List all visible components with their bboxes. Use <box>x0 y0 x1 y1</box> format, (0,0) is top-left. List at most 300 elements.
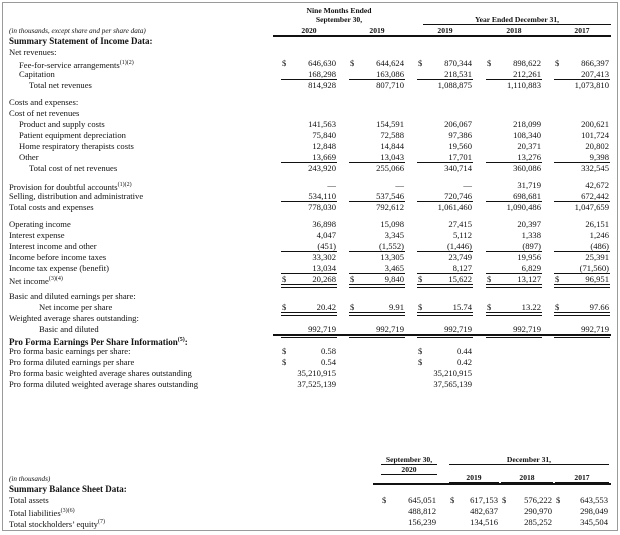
cell-value: 20,397 <box>517 219 541 229</box>
cell-value: 1,073,810 <box>574 80 609 90</box>
table-cell <box>417 368 473 379</box>
table-cell <box>486 130 542 141</box>
row-label-text: Interest income and other <box>9 241 97 251</box>
table-cell <box>349 119 405 130</box>
cell-value: 1,110,883 <box>506 80 541 90</box>
table-cell <box>501 495 553 506</box>
row-label-total-cost-of-net-revenues <box>29 163 117 174</box>
cell-value: 1,061,460 <box>437 202 472 212</box>
table-cell <box>554 80 610 91</box>
table-cell <box>554 219 610 230</box>
table-cell <box>486 252 542 263</box>
row-label-text: Pro forma basic earnings per share: <box>9 346 131 356</box>
row-label-operating-income <box>9 219 71 230</box>
row-label-weighted-average-shares-outstanding <box>9 313 139 324</box>
cell-value: 101,724 <box>581 130 609 140</box>
dollar-sign: $ <box>382 495 387 505</box>
cell-value: 15.74 <box>452 302 472 312</box>
cell-value: 108,340 <box>513 130 541 140</box>
table-cell <box>486 346 542 357</box>
cell-value: 206,067 <box>444 119 472 129</box>
row-label-costs-and-expenses <box>9 97 78 108</box>
table-cell <box>349 141 405 152</box>
dollar-sign: $ <box>282 357 287 367</box>
table-cell <box>417 180 473 191</box>
cell-value: 13,276 <box>517 152 541 162</box>
cell-value: 255,066 <box>376 163 404 173</box>
cell-value: 13.22 <box>521 302 541 312</box>
cell-value: 243,920 <box>308 163 336 173</box>
table-row <box>3 58 617 69</box>
row-label-text: Total net revenues <box>29 80 92 90</box>
cell-value: 643,553 <box>580 495 608 505</box>
cell-value: 814,928 <box>308 80 336 90</box>
row-label-text: Pro Forma Earnings Per Share Information <box>9 337 178 347</box>
table-cell <box>281 141 337 152</box>
cell-value: 13,305 <box>380 252 404 262</box>
cell-value: 5,112 <box>452 230 472 240</box>
cell-value: 488,812 <box>408 506 436 516</box>
cell-value: 42,672 <box>585 180 609 190</box>
dollar-sign: $ <box>450 495 455 505</box>
dollar-sign: $ <box>555 58 560 68</box>
row-label-text: Summary Statement of Income Data: <box>9 36 153 46</box>
row-label-pro-forma-basic-earnings-per-share <box>9 346 130 357</box>
row-label-text: Selling, distribution and administrative <box>9 191 144 201</box>
table-cell <box>417 80 473 91</box>
cell-value: 26,151 <box>585 219 609 229</box>
table-cell <box>486 357 542 368</box>
cell-value: 75,840 <box>312 130 336 140</box>
table-row <box>3 108 617 119</box>
december-header: December 31, <box>449 455 609 465</box>
table-row <box>3 69 617 80</box>
table-cell <box>349 80 405 91</box>
footnote-ref: (5) <box>177 337 185 343</box>
footnote-ref: (3)(6) <box>60 508 75 514</box>
table-cell <box>501 517 553 528</box>
table-cell <box>417 119 473 130</box>
year-header-2018: 2018 <box>486 26 542 36</box>
cell-value: 778,030 <box>308 202 336 212</box>
dollar-sign: $ <box>350 58 355 68</box>
cell-value: 9.91 <box>388 302 404 312</box>
table-row <box>3 36 617 47</box>
table-row <box>3 130 617 141</box>
row-label-text: Income tax expense (benefit) <box>9 263 109 273</box>
row-label-text: Pro forma basic weighted average shares outstanding <box>9 368 192 378</box>
cell-value: 0.58 <box>320 346 336 356</box>
table-row <box>3 252 617 263</box>
financial-table-page <box>2 2 618 531</box>
cell-value: 992,719 <box>444 324 472 334</box>
cell-value: 1,047,659 <box>574 202 609 212</box>
cell-value: 13,669 <box>312 152 336 162</box>
cell-value: 3,345 <box>384 230 404 240</box>
table-cell <box>349 252 405 263</box>
table-row <box>3 517 617 528</box>
dollar-sign: $ <box>418 346 423 356</box>
cell-value: 0.54 <box>320 357 336 367</box>
cell-value: 644,624 <box>376 58 404 68</box>
label-suffix: : <box>184 337 188 347</box>
cell-value: 720,746 <box>444 191 472 201</box>
cell-value: 298,049 <box>580 506 608 516</box>
table-row <box>3 506 617 517</box>
table-cell <box>417 379 473 390</box>
table-row <box>3 368 617 379</box>
cell-value: 25,391 <box>585 252 609 262</box>
cell-value: 482,637 <box>470 506 498 516</box>
cell-value: 14,844 <box>380 141 404 151</box>
row-label-text: Cost of net revenues <box>9 108 80 118</box>
cell-value: 6,829 <box>521 263 541 273</box>
cell-value: 12,848 <box>312 141 336 151</box>
row-label-pro-forma-diluted-weighted-average-shares-outstanding <box>9 379 198 390</box>
table-cell <box>554 141 610 152</box>
cell-value: 8,127 <box>452 263 472 273</box>
cell-value: (1,552) <box>378 241 404 251</box>
cell-value: 698,681 <box>513 191 541 201</box>
table-cell <box>554 202 610 213</box>
dollar-sign: $ <box>502 495 507 505</box>
table-row <box>3 291 617 302</box>
table-row <box>3 47 617 58</box>
bs-year-header-2018: 2018 <box>501 473 553 483</box>
row-label-text: Total costs and expenses <box>9 202 94 212</box>
year-header-2017: 2017 <box>554 26 610 36</box>
cell-value: 807,710 <box>376 80 404 90</box>
cell-value: 672,442 <box>581 191 609 201</box>
cell-value: 1,090,486 <box>506 202 541 212</box>
table-cell <box>486 119 542 130</box>
cell-value: 218,099 <box>513 119 541 129</box>
cell-value: 19,956 <box>517 252 541 262</box>
table-row <box>3 346 617 357</box>
row-label-pro-forma-diluted-earnings-per-share <box>9 357 134 368</box>
cell-value: 645,051 <box>408 495 436 505</box>
table-row <box>3 357 617 368</box>
table-cell <box>349 379 405 390</box>
cell-value: 19,560 <box>448 141 472 151</box>
table-cell <box>449 517 499 528</box>
footnote-ref: (3)(4) <box>48 276 63 282</box>
table-cell <box>486 219 542 230</box>
cell-value: 96,951 <box>585 274 609 284</box>
table-cell <box>381 495 437 506</box>
row-label-text: Capitation <box>19 69 55 79</box>
bs-year-header-2017: 2017 <box>555 473 609 483</box>
table-cell <box>281 202 337 213</box>
row-label-text: Income before income taxes <box>9 252 107 262</box>
dollar-sign: $ <box>555 302 560 312</box>
cell-value: 340,714 <box>444 163 472 173</box>
table-row <box>3 230 617 241</box>
table-cell <box>486 180 542 191</box>
dollar-sign: $ <box>418 58 423 68</box>
row-label-text: Basic and diluted earnings per share: <box>9 291 136 301</box>
table-cell <box>555 517 609 528</box>
table-cell <box>349 346 405 357</box>
row-label-income-tax-expense-benefit <box>9 263 109 274</box>
cell-value: 35,210,915 <box>433 368 472 378</box>
table-cell <box>554 180 610 191</box>
table-row <box>3 274 617 285</box>
row-label-text: Home respiratory therapists costs <box>19 141 134 151</box>
row-label-basic-and-diluted <box>39 324 99 335</box>
cell-value: (451) <box>317 241 336 251</box>
table-row <box>3 180 617 191</box>
cell-value: 646,630 <box>308 58 336 68</box>
row-label-summary-statement-of-income-data <box>9 36 152 47</box>
row-label-text: Patient equipment depreciation <box>19 130 126 140</box>
dollar-sign: $ <box>282 346 287 356</box>
table-cell <box>555 506 609 517</box>
cell-value: 31,719 <box>517 180 541 190</box>
row-label-text: Interest expense <box>9 230 65 240</box>
row-label-text: Net income <box>9 275 49 286</box>
table-row <box>3 313 617 324</box>
row-label-text: Summary Balance Sheet Data: <box>9 484 127 494</box>
september-header: September 30, <box>381 455 437 465</box>
cell-value: 617,153 <box>470 495 498 505</box>
cell-value: 27,415 <box>448 219 472 229</box>
cell-value: — <box>395 180 404 190</box>
dollar-sign: $ <box>418 274 423 284</box>
dollar-sign: $ <box>350 302 355 312</box>
row-label-income-before-income-taxes <box>9 252 106 263</box>
row-label-pro-forma-basic-weighted-average-shares-outstanding <box>9 368 192 379</box>
table-cell <box>417 252 473 263</box>
cell-value: 72,588 <box>380 130 404 140</box>
cell-value: 332,545 <box>581 163 609 173</box>
cell-value: 1,338 <box>521 230 541 240</box>
table-cell <box>281 230 337 241</box>
cell-value: — <box>327 180 336 190</box>
year-header-2020: 2020 <box>281 26 337 36</box>
table-cell <box>281 119 337 130</box>
bs-units-note: (in thousands) <box>9 475 51 483</box>
table-row <box>3 141 617 152</box>
table-cell <box>554 252 610 263</box>
table-row <box>3 97 617 108</box>
row-label-text: Net income per share <box>39 302 113 312</box>
cell-value: 212,261 <box>513 69 541 79</box>
year-header-2019: 2019 <box>417 26 473 36</box>
cell-value: 20,268 <box>312 274 336 284</box>
cell-value: 20.42 <box>316 302 336 312</box>
dollar-sign: $ <box>487 302 492 312</box>
row-label-total-assets <box>9 495 49 506</box>
table-cell <box>501 506 553 517</box>
cell-value: 37,565,139 <box>433 379 472 389</box>
bs-year-header-2020: 2020 <box>381 465 437 475</box>
table-cell <box>486 379 542 390</box>
cell-value: 33,302 <box>312 252 336 262</box>
table-row <box>3 191 617 202</box>
row-label-text: Basic and diluted <box>39 324 99 334</box>
table-cell <box>417 130 473 141</box>
cell-value: 23,749 <box>448 252 472 262</box>
table-cell <box>349 58 405 69</box>
section-band <box>273 334 611 336</box>
row-label-text: Weighted average shares outstanding: <box>9 313 139 323</box>
table-cell <box>349 202 405 213</box>
table-cell <box>486 80 542 91</box>
table-row <box>3 163 617 174</box>
cell-value: 866,397 <box>581 58 609 68</box>
table-cell <box>417 141 473 152</box>
table-cell <box>349 130 405 141</box>
row-label-text: Pro forma diluted earnings per share <box>9 357 135 367</box>
row-label-total-stockholders-equity <box>9 517 105 530</box>
dollar-sign: $ <box>556 495 561 505</box>
row-label-cost-of-net-revenues <box>9 108 79 119</box>
row-label-text: Costs and expenses: <box>9 97 79 107</box>
table-row <box>3 263 617 274</box>
table-cell <box>486 141 542 152</box>
table-row <box>3 119 617 130</box>
table-cell <box>281 130 337 141</box>
cell-value: 20,371 <box>517 141 541 151</box>
cell-value: 345,504 <box>580 517 608 527</box>
cell-value: 1,088,875 <box>437 80 472 90</box>
cell-value: 792,612 <box>376 202 404 212</box>
table-row <box>3 335 617 346</box>
cell-value: 15,622 <box>448 274 472 284</box>
row-label-text: Product and supply costs <box>19 119 105 129</box>
table-cell <box>349 357 405 368</box>
table-cell <box>554 357 610 368</box>
cell-value: 13,034 <box>312 263 336 273</box>
section-band <box>373 483 611 485</box>
row-label-summary-balance-sheet-data <box>9 484 127 495</box>
cell-value: 13,127 <box>517 274 541 284</box>
table-cell <box>486 368 542 379</box>
year-header-2019-nine: 2019 <box>349 26 405 36</box>
dollar-sign: $ <box>487 274 492 284</box>
table-row <box>3 241 617 252</box>
dollar-sign: $ <box>418 302 423 312</box>
cell-value: 156,239 <box>408 517 436 527</box>
bs-year-header-2019: 2019 <box>449 473 499 483</box>
row-label-selling-distribution-and-administrative <box>9 191 143 202</box>
row-label-text: Total cost of net revenues <box>29 163 118 173</box>
cell-value: (486) <box>590 241 609 251</box>
cell-value: (1,446) <box>446 241 472 251</box>
cell-value: 992,719 <box>308 324 336 334</box>
cell-value: 20,802 <box>585 141 609 151</box>
table-cell <box>555 495 609 506</box>
table-row <box>3 80 617 91</box>
cell-value: 9,398 <box>589 152 609 162</box>
cell-value: 200,621 <box>581 119 609 129</box>
table-cell <box>281 58 337 69</box>
dollar-sign: $ <box>282 58 287 68</box>
table-cell <box>417 346 473 357</box>
table-cell <box>381 506 437 517</box>
table-cell <box>486 202 542 213</box>
footnote-ref: (7) <box>97 519 105 525</box>
dollar-sign: $ <box>555 274 560 284</box>
table-cell <box>281 357 337 368</box>
table-cell <box>554 119 610 130</box>
row-label-interest-income-and-other <box>9 241 97 252</box>
cell-value: 97.66 <box>589 302 609 312</box>
row-label-home-respiratory-therapists-costs <box>19 141 134 152</box>
cell-value: 285,252 <box>524 517 552 527</box>
table-cell <box>349 219 405 230</box>
table-cell <box>417 230 473 241</box>
table-cell <box>281 252 337 263</box>
table-cell <box>281 219 337 230</box>
cell-value: 9,840 <box>384 274 404 284</box>
cell-value: 0.42 <box>456 357 472 367</box>
cell-value: 168,298 <box>308 69 336 79</box>
cell-value: 37,525,139 <box>297 379 336 389</box>
cell-value: 13,043 <box>380 152 404 162</box>
cell-value: 537,546 <box>376 191 404 201</box>
table-cell <box>554 58 610 69</box>
row-label-other <box>19 152 39 163</box>
cell-value: 0.44 <box>456 346 472 356</box>
table-cell <box>281 80 337 91</box>
row-label-text: Other <box>19 152 39 162</box>
table-cell <box>554 368 610 379</box>
footnote-ref: (1)(2) <box>117 182 132 188</box>
row-label-text: Provision for doubtful accounts <box>9 181 118 192</box>
table-cell <box>449 495 499 506</box>
table-cell <box>417 219 473 230</box>
row-label-text: Operating income <box>9 219 71 229</box>
table-cell <box>486 163 542 174</box>
dollar-sign: $ <box>282 302 287 312</box>
row-label-text: Pro forma diluted weighted average shares outstanding <box>9 379 199 389</box>
table-row <box>3 484 617 495</box>
row-label-product-and-supply-costs <box>19 119 105 130</box>
dollar-sign: $ <box>418 357 423 367</box>
table-cell <box>281 163 337 174</box>
footnote-ref: (1)(2) <box>119 60 134 66</box>
row-label-basic-and-diluted-earnings-per-share <box>9 291 136 302</box>
table-cell <box>349 163 405 174</box>
table-row <box>3 302 617 313</box>
table-cell <box>554 379 610 390</box>
row-label-total-net-revenues <box>29 80 92 91</box>
row-label-text: Fee-for-service arrangements <box>19 59 120 70</box>
cell-value: (71,560) <box>579 263 609 273</box>
table-cell <box>417 58 473 69</box>
cell-value: — <box>463 180 472 190</box>
row-label-text: Total assets <box>9 495 49 505</box>
cell-value: 218,531 <box>444 69 472 79</box>
table-cell <box>281 180 337 191</box>
table-cell <box>417 357 473 368</box>
table-cell <box>349 180 405 191</box>
cell-value: 360,086 <box>513 163 541 173</box>
cell-value: 141,563 <box>308 119 336 129</box>
cell-value: 36,898 <box>312 219 336 229</box>
income-statement-table <box>3 36 617 390</box>
table-row <box>3 495 617 506</box>
cell-value: 898,622 <box>513 58 541 68</box>
year-ended-header: Year Ended December 31, <box>423 15 611 25</box>
cell-value: 4,047 <box>316 230 336 240</box>
table-cell <box>281 368 337 379</box>
cell-value: 35,210,915 <box>297 368 336 378</box>
row-label-interest-expense <box>9 230 65 241</box>
row-label-text: Total stockholders’ equity <box>9 518 98 529</box>
